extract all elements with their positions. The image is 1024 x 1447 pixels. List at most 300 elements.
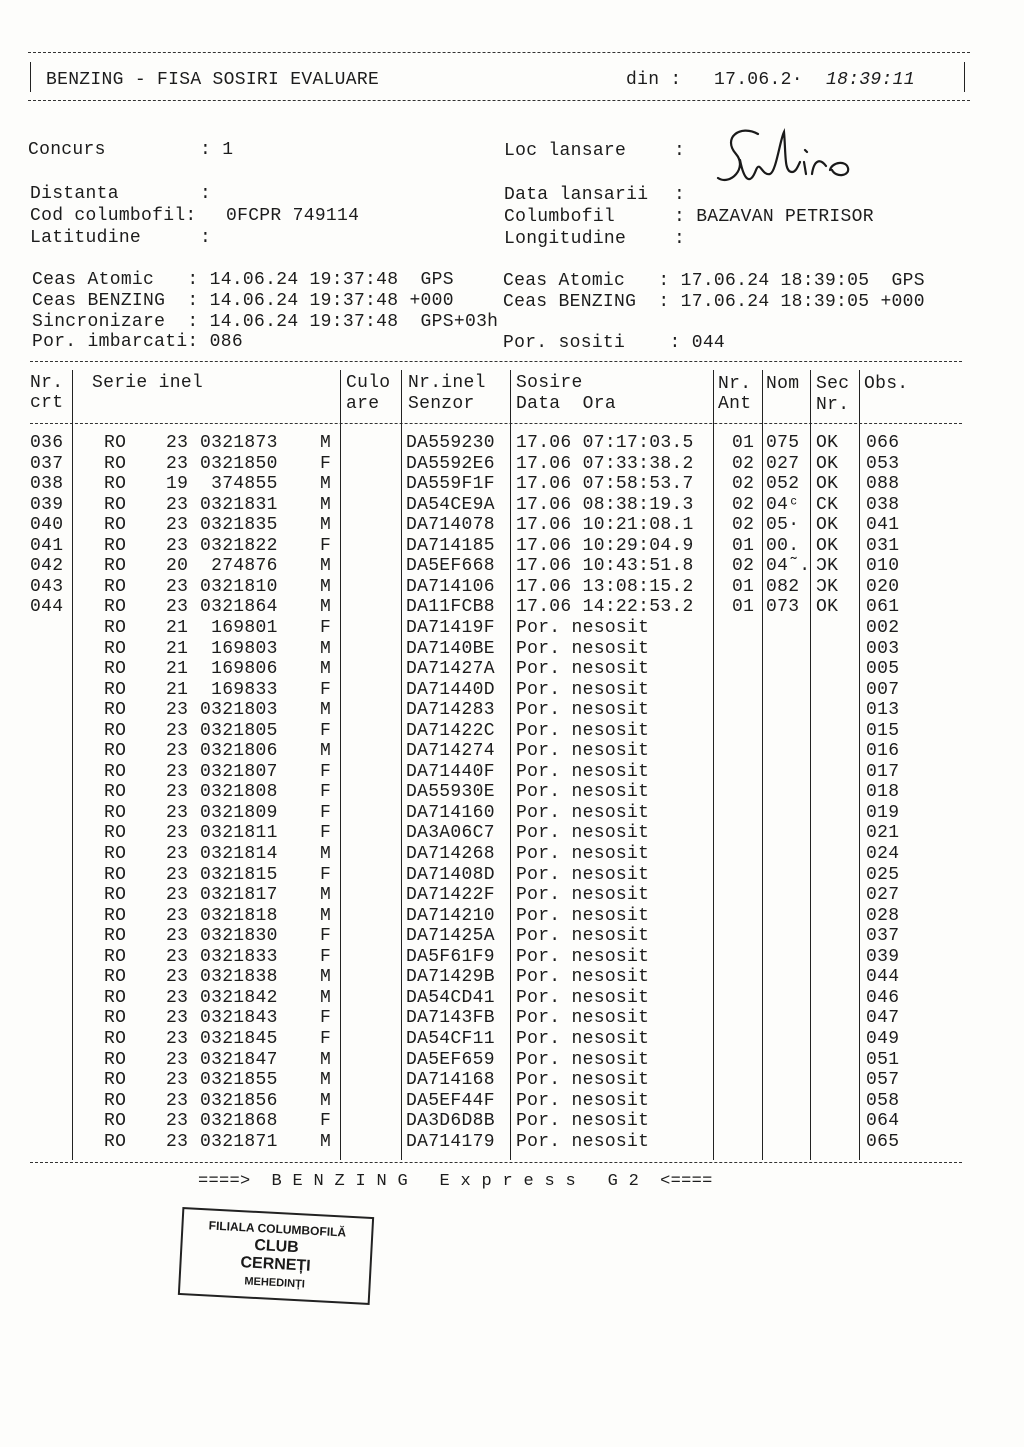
row-country: RO: [104, 679, 127, 700]
row-year: 23: [166, 1111, 189, 1132]
row-sensor: DA714179: [406, 1131, 495, 1152]
sincronizare: Sincronizare : 14.06.24 19:37:48 GPS+03h: [32, 312, 499, 332]
row-sensor: DA714160: [406, 802, 495, 823]
row-nr: 042: [30, 556, 64, 577]
row-ring: 374855: [200, 474, 278, 495]
row-obs: 020: [866, 576, 900, 597]
row-sex: F: [320, 802, 332, 823]
row-sex: M: [320, 1049, 332, 1070]
row-ring: 0321850: [200, 453, 278, 474]
table-row: [0, 782, 1024, 802]
row-year: 23: [166, 1090, 189, 1111]
ceas-benzing-start: Ceas BENZING : 14.06.24 19:37:48 +000: [32, 291, 454, 311]
row-year: 23: [166, 905, 189, 926]
row-year: 20: [166, 556, 189, 577]
row-year: 21: [166, 638, 189, 659]
table-row: [0, 454, 1024, 474]
cod-columbofil-label: Cod columbofil:: [30, 206, 197, 226]
row-sensor: DA559F1F: [406, 474, 495, 495]
row-sex: F: [320, 864, 332, 885]
row-obs: 003: [866, 638, 900, 659]
row-year: 23: [166, 494, 189, 515]
row-sex: F: [320, 782, 332, 803]
ceas-atomic-start: Ceas Atomic : 14.06.24 19:37:48 GPS: [32, 270, 454, 290]
row-sex: F: [320, 761, 332, 782]
latitudine-label: Latitudine: [30, 228, 142, 248]
row-sosire: Por. nesosit: [516, 1008, 650, 1029]
distanta-label: Distanta: [30, 184, 119, 204]
table-row: [0, 700, 1024, 720]
row-nom: 00.: [766, 535, 800, 556]
row-year: 23: [166, 967, 189, 988]
row-sex: F: [320, 926, 332, 947]
row-nom: 052: [766, 474, 800, 495]
row-ring: 0321805: [200, 720, 278, 741]
row-ring: 0321868: [200, 1111, 278, 1132]
row-country: RO: [104, 576, 127, 597]
row-sex: M: [320, 474, 332, 495]
row-sensor: DA55930E: [406, 782, 495, 803]
row-obs: 044: [866, 967, 900, 988]
row-nr: 039: [30, 494, 64, 515]
row-sex: M: [320, 844, 332, 864]
row-year: 23: [166, 1028, 189, 1049]
table-row: [0, 926, 1024, 946]
table-row: [0, 803, 1024, 823]
row-sensor: DA7143FB: [406, 1008, 495, 1029]
row-sensor: DA3A06C7: [406, 823, 495, 844]
row-obs: 031: [866, 535, 900, 556]
row-sensor: DA7140BE: [406, 638, 495, 659]
row-ring: 0321843: [200, 1008, 278, 1029]
row-sosire: Por. nesosit: [516, 1131, 650, 1152]
row-nom: 082: [766, 576, 800, 597]
row-sensor: DA3D6D8B: [406, 1111, 495, 1132]
row-year: 23: [166, 823, 189, 844]
row-obs: 007: [866, 679, 900, 700]
row-year: 23: [166, 576, 189, 597]
row-sensor: DA714168: [406, 1070, 495, 1091]
row-obs: 017: [866, 761, 900, 782]
col-sosire-1: Sosire: [516, 373, 583, 393]
row-sec: OK: [816, 535, 839, 556]
col-nr-ant-1: Nr.: [718, 374, 752, 394]
row-year: 23: [166, 987, 189, 1008]
row-country: RO: [104, 1131, 127, 1152]
row-obs: 057: [866, 1070, 900, 1091]
row-obs: 039: [866, 946, 900, 967]
row-country: RO: [104, 946, 127, 967]
row-year: 23: [166, 864, 189, 885]
row-sex: M: [320, 905, 332, 926]
table-row: [0, 680, 1024, 700]
row-country: RO: [104, 494, 127, 515]
row-country: RO: [104, 741, 127, 762]
row-year: 23: [166, 700, 189, 721]
row-obs: 049: [866, 1028, 900, 1049]
row-sosire: 17.06 07:17:03.5: [516, 433, 694, 453]
row-nr: 044: [30, 597, 64, 618]
longitudine-value: :: [674, 229, 686, 249]
row-country: RO: [104, 1028, 127, 1049]
row-year: 23: [166, 720, 189, 741]
row-sensor: DA5EF659: [406, 1049, 495, 1070]
table-row: [0, 1070, 1024, 1090]
row-country: RO: [104, 720, 127, 741]
header-time: 18:39:11: [826, 70, 915, 90]
row-nr: 041: [30, 535, 64, 556]
row-country: RO: [104, 597, 127, 618]
table-row: [0, 1111, 1024, 1131]
row-year: 23: [166, 515, 189, 536]
row-obs: 064: [866, 1111, 900, 1132]
row-obs: 018: [866, 782, 900, 803]
row-country: RO: [104, 967, 127, 988]
table-row: [0, 618, 1024, 638]
row-sex: M: [320, 576, 332, 597]
row-sosire: Por. nesosit: [516, 823, 650, 844]
row-sex: F: [320, 679, 332, 700]
row-nr: 040: [30, 515, 64, 536]
signature: [700, 120, 900, 210]
row-ring: 274876: [200, 556, 278, 577]
table-row: [0, 433, 1024, 453]
row-country: RO: [104, 864, 127, 885]
table-row: [0, 597, 1024, 617]
row-year: 23: [166, 844, 189, 864]
row-ring: 0321809: [200, 802, 278, 823]
row-sosire: Por. nesosit: [516, 946, 650, 967]
row-sosire: 17.06 07:58:53.7: [516, 474, 694, 495]
row-ant: 01: [732, 433, 755, 453]
row-sex: M: [320, 741, 332, 762]
row-sosire: 17.06 08:38:19.3: [516, 494, 694, 515]
table-row: [0, 1091, 1024, 1111]
porumbei-imbarcati: Por. imbarcati: 086: [32, 332, 243, 352]
col-sec-2: Nr.: [816, 395, 850, 415]
row-sex: M: [320, 967, 332, 988]
row-obs: 058: [866, 1090, 900, 1111]
row-ring: 0321864: [200, 597, 278, 618]
col-culoare-1: Culo: [346, 373, 391, 393]
row-sosire: Por. nesosit: [516, 617, 650, 638]
table-row: [0, 515, 1024, 535]
row-obs: 013: [866, 700, 900, 721]
row-country: RO: [104, 1111, 127, 1132]
row-year: 23: [166, 802, 189, 823]
row-ant: 02: [732, 494, 755, 515]
row-obs: 028: [866, 905, 900, 926]
row-ring: 169806: [200, 659, 278, 680]
row-country: RO: [104, 1008, 127, 1029]
row-ring: 0321847: [200, 1049, 278, 1070]
table-row: [0, 988, 1024, 1008]
report-title: BENZING - FISA SOSIRI EVALUARE: [46, 70, 380, 90]
row-country: RO: [104, 885, 127, 906]
row-ring: 0321806: [200, 741, 278, 762]
col-nr-inel-2: Senzor: [408, 394, 475, 414]
row-obs: 010: [866, 556, 900, 577]
row-sensor: DA71422C: [406, 720, 495, 741]
header-date: 17.06.2·: [714, 70, 803, 90]
row-sex: M: [320, 659, 332, 680]
row-ring: 0321830: [200, 926, 278, 947]
row-ant: 02: [732, 453, 755, 474]
row-year: 23: [166, 1008, 189, 1029]
col-serie-inel: Serie inel: [92, 373, 204, 393]
row-ring: 0321822: [200, 535, 278, 556]
row-ant: 01: [732, 597, 755, 618]
row-sex: M: [320, 494, 332, 515]
col-sec-1: Sec: [816, 374, 850, 394]
distanta-value: :: [200, 184, 212, 204]
row-country: RO: [104, 700, 127, 721]
row-sensor: DA5EF44F: [406, 1090, 495, 1111]
row-ring: 0321845: [200, 1028, 278, 1049]
row-obs: 053: [866, 453, 900, 474]
row-year: 23: [166, 597, 189, 618]
col-nr-ant-2: Ant: [718, 394, 752, 414]
row-year: 23: [166, 782, 189, 803]
table-row: [0, 741, 1024, 761]
row-sex: F: [320, 823, 332, 844]
stamp-line-4: MEHEDINȚI: [244, 1275, 306, 1291]
col-nr-inel-1: Nr.inel: [408, 373, 486, 393]
row-year: 19: [166, 474, 189, 495]
row-sensor: DA71422F: [406, 885, 495, 906]
table-row: [0, 639, 1024, 659]
row-obs: 065: [866, 1131, 900, 1152]
data-lansarii-label: Data lansarii: [504, 185, 649, 205]
row-obs: 005: [866, 659, 900, 680]
row-sex: M: [320, 515, 332, 536]
row-ring: 0321838: [200, 967, 278, 988]
table-row: [0, 577, 1024, 597]
row-sensor: DA714274: [406, 741, 495, 762]
table-row: [0, 885, 1024, 905]
loc-lansare-value: :: [674, 141, 686, 161]
row-sex: F: [320, 453, 332, 474]
table-row: [0, 906, 1024, 926]
row-nom: 073: [766, 597, 800, 618]
row-year: 21: [166, 659, 189, 680]
table-top-border: [30, 361, 962, 362]
row-sensor: DA71429B: [406, 967, 495, 988]
row-obs: 047: [866, 1008, 900, 1029]
row-obs: 061: [866, 597, 900, 618]
row-ring: 0321810: [200, 576, 278, 597]
table-row: [0, 721, 1024, 741]
row-ring: 0321856: [200, 1090, 278, 1111]
row-ring: 169833: [200, 679, 278, 700]
row-sex: F: [320, 720, 332, 741]
row-sex: F: [320, 535, 332, 556]
row-sensor: DA714210: [406, 905, 495, 926]
row-sosire: Por. nesosit: [516, 967, 650, 988]
row-sosire: Por. nesosit: [516, 987, 650, 1008]
row-sex: M: [320, 700, 332, 721]
row-ant: 01: [732, 576, 755, 597]
table-row: [0, 495, 1024, 515]
row-ring: 0321833: [200, 946, 278, 967]
row-ring: 0321855: [200, 1070, 278, 1091]
row-ant: 01: [732, 535, 755, 556]
row-year: 23: [166, 946, 189, 967]
row-sosire: Por. nesosit: [516, 720, 650, 741]
row-ant: 02: [732, 515, 755, 536]
row-sensor: DA71419F: [406, 617, 495, 638]
row-obs: 002: [866, 617, 900, 638]
col-culoare-2: are: [346, 394, 380, 414]
row-year: 23: [166, 741, 189, 762]
row-country: RO: [104, 556, 127, 577]
row-obs: 021: [866, 823, 900, 844]
row-sensor: DA5F61F9: [406, 946, 495, 967]
header-right-border: [964, 62, 965, 92]
col-obs: Obs.: [864, 374, 909, 394]
row-obs: 088: [866, 474, 900, 495]
table-row: [0, 1029, 1024, 1049]
row-nom: 04ᶜ: [766, 494, 800, 515]
row-sosire: Por. nesosit: [516, 1049, 650, 1070]
row-sex: M: [320, 597, 332, 618]
latitudine-value: :: [200, 228, 212, 248]
row-sex: M: [320, 987, 332, 1008]
row-sosire: Por. nesosit: [516, 1028, 650, 1049]
row-sensor: DA71440F: [406, 761, 495, 782]
stamp-line-1: FILIALA COLUMBOFILĂ: [208, 1218, 347, 1240]
row-nr: 043: [30, 576, 64, 597]
header-bottom-border: [28, 100, 970, 101]
row-obs: 046: [866, 987, 900, 1008]
row-sosire: Por. nesosit: [516, 885, 650, 906]
row-sex: F: [320, 946, 332, 967]
table-row: [0, 1008, 1024, 1028]
row-ant: 02: [732, 474, 755, 495]
row-sensor: DA54CE9A: [406, 494, 495, 515]
row-sex: F: [320, 1111, 332, 1132]
row-country: RO: [104, 802, 127, 823]
row-sec: CK: [816, 494, 839, 515]
stamp-line-3: CERNEȚI: [240, 1254, 312, 1275]
row-ring: 0321807: [200, 761, 278, 782]
row-country: RO: [104, 782, 127, 803]
row-year: 23: [166, 926, 189, 947]
row-country: RO: [104, 659, 127, 680]
row-sec: OK: [816, 515, 839, 536]
row-sosire: 17.06 10:21:08.1: [516, 515, 694, 536]
row-sosire: 17.06 13:08:15.2: [516, 576, 694, 597]
row-sensor: DA714268: [406, 844, 495, 864]
row-ring: 0321815: [200, 864, 278, 885]
table-row: [0, 823, 1024, 843]
row-ring: 0321811: [200, 823, 278, 844]
table-row: [0, 1050, 1024, 1070]
table-row: [0, 536, 1024, 556]
row-country: RO: [104, 535, 127, 556]
row-nom: 05·: [766, 515, 800, 536]
row-ring: 0321871: [200, 1131, 278, 1152]
row-sosire: Por. nesosit: [516, 782, 650, 803]
row-year: 23: [166, 1049, 189, 1070]
row-sex: F: [320, 1008, 332, 1029]
row-obs: 019: [866, 802, 900, 823]
row-country: RO: [104, 474, 127, 495]
row-country: RO: [104, 1090, 127, 1111]
row-year: 23: [166, 433, 189, 453]
table-row: [0, 659, 1024, 679]
row-obs: 066: [866, 433, 900, 453]
row-sec: OK: [816, 474, 839, 495]
row-sensor: DA54CD41: [406, 987, 495, 1008]
row-country: RO: [104, 926, 127, 947]
row-obs: 051: [866, 1049, 900, 1070]
row-sosire: Por. nesosit: [516, 802, 650, 823]
loc-lansare-label: Loc lansare: [504, 141, 627, 161]
row-year: 23: [166, 1131, 189, 1152]
table-row: [0, 865, 1024, 885]
columbofil-label: Columbofil: [504, 207, 616, 227]
row-country: RO: [104, 515, 127, 536]
row-sosire: Por. nesosit: [516, 659, 650, 680]
col-sosire-2: Data Ora: [516, 394, 616, 414]
table-row: [0, 1132, 1024, 1152]
row-country: RO: [104, 1049, 127, 1070]
columbofil-value: : BAZAVAN PETRISOR: [674, 207, 874, 227]
row-sensor: DA5EF668: [406, 556, 495, 577]
row-country: RO: [104, 844, 127, 864]
data-lansarii-value: :: [674, 185, 686, 205]
row-nr: 038: [30, 474, 64, 495]
row-sensor: DA54CF11: [406, 1028, 495, 1049]
row-ring: 0321818: [200, 905, 278, 926]
row-sex: M: [320, 556, 332, 577]
table-row: [0, 762, 1024, 782]
row-nom: 04˜.: [766, 556, 811, 577]
col-nr-crt-1: Nr.: [30, 373, 64, 393]
row-year: 23: [166, 761, 189, 782]
table-row: [0, 556, 1024, 576]
row-sex: M: [320, 1070, 332, 1091]
row-ring: 0321831: [200, 494, 278, 515]
row-sec: OK: [816, 453, 839, 474]
row-sosire: Por. nesosit: [516, 679, 650, 700]
row-ring: 0321808: [200, 782, 278, 803]
row-ring: 0321873: [200, 433, 278, 453]
row-sosire: 17.06 10:43:51.8: [516, 556, 694, 577]
row-obs: 037: [866, 926, 900, 947]
porumbei-sositi: Por. sositi : 044: [503, 333, 726, 353]
row-sec: OK: [816, 433, 839, 453]
table-header-divider: [30, 423, 962, 424]
row-ring: 0321814: [200, 844, 278, 864]
row-country: RO: [104, 617, 127, 638]
row-sosire: Por. nesosit: [516, 700, 650, 721]
row-sosire: Por. nesosit: [516, 638, 650, 659]
row-sensor: DA71408D: [406, 864, 495, 885]
row-sex: M: [320, 433, 332, 453]
row-nr: 037: [30, 453, 64, 474]
row-sosire: Por. nesosit: [516, 905, 650, 926]
row-sensor: DA714185: [406, 535, 495, 556]
row-country: RO: [104, 453, 127, 474]
header-left-border: [30, 62, 31, 92]
row-year: 23: [166, 535, 189, 556]
row-sensor: DA71425A: [406, 926, 495, 947]
row-year: 23: [166, 453, 189, 474]
row-sosire: 17.06 10:29:04.9: [516, 535, 694, 556]
row-sosire: Por. nesosit: [516, 1090, 650, 1111]
